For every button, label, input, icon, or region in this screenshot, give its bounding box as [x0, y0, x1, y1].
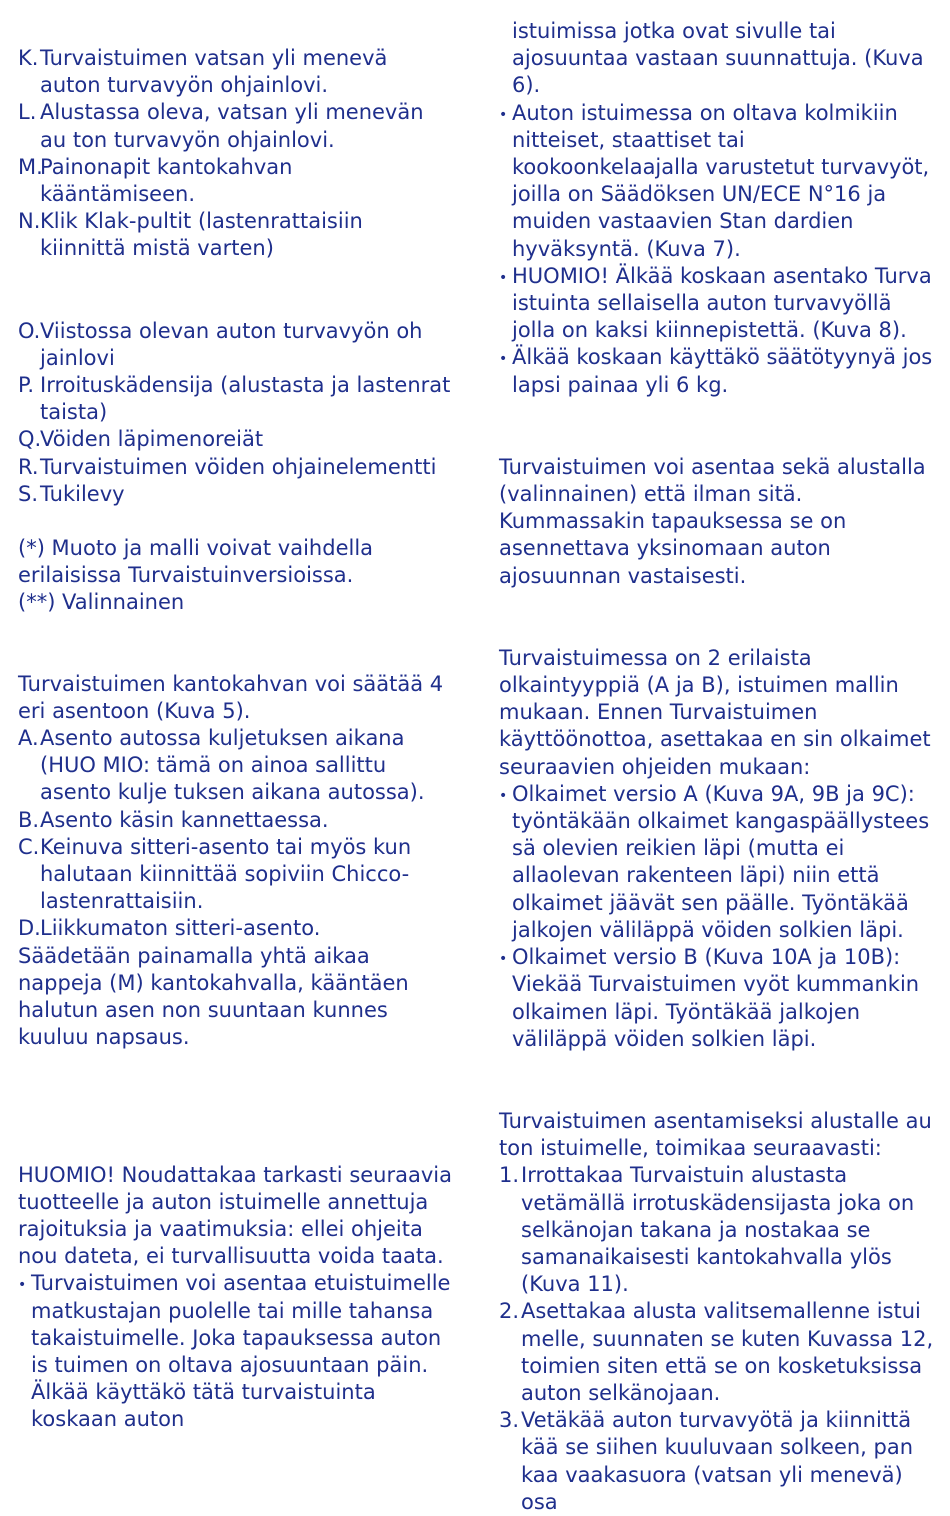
- base-text: Turvaistuimen voi asentaa sekä alustalla (valinnainen) että ilman sitä. Kummassakin tapauksessa se on asennettava yksinomaan auton ajosuunnan vastaisesti.: [499, 454, 926, 588]
- adjust-text: Säädetään painamalla yhtä aikaa nappeja (M) kantokahvalla, kääntäen halutun asen non suuntaan kunnes kuuluu napsaus.: [18, 943, 409, 1050]
- position-label: C.: [18, 834, 40, 859]
- footnote: (**) Valinnainen: [18, 590, 185, 615]
- position-item-d: [18, 915, 454, 942]
- position-text: Keinuva sitteri-asento tai myös kun halutaan kiinnittää sopiviin Chicco-lastenrattaisiin.: [40, 834, 412, 914]
- requirement-bullet: [499, 263, 935, 345]
- position-text: Asento käsin kannettaessa.: [40, 807, 329, 832]
- requirement-bullet: [499, 100, 935, 263]
- harness-bullet: [499, 944, 935, 1053]
- spacer: [499, 590, 935, 645]
- install-intro: Turvaistuimen asentamiseksi alustalle au ton istuimelle, toimikaa seuraavasti:: [499, 1108, 932, 1161]
- part-text: Tukilevy: [40, 481, 125, 506]
- position-label: B.: [18, 807, 40, 832]
- harness-text: Olkaimet versio A (Kuva 9A, 9B ja 9C): työntäkään olkaimet kangaspäällystees sä olevien reikien läpi (mutta ei allaolevan rakenteen läpi) niin että olkaimet jäävät sen päälle. Työntäkää jalkojen väliläppä vöiden solkien läpi.: [512, 781, 930, 942]
- footnote: (*) Muoto ja malli voivat vaihdella erilaisissa Turvaistuinversioissa.: [18, 536, 374, 588]
- part-label: P.: [18, 373, 35, 398]
- step-label: 1.: [499, 1163, 520, 1188]
- step-label: 2.: [499, 1299, 520, 1324]
- warning-bullet: [18, 1270, 454, 1433]
- left-column: [18, 45, 454, 1434]
- bullet-icon: [499, 344, 512, 398]
- part-label: R.: [18, 454, 39, 479]
- bullet-icon: [499, 100, 512, 263]
- part-text: Viistossa olevan auton turvavyön oh jainlovi: [40, 318, 423, 370]
- step-item-1: [499, 1162, 935, 1298]
- spacer: [18, 617, 454, 671]
- step-text: Vetäkää auton turvavyötä ja kiinnittä kää se siihen kuuluvaan solkeen, pan kaa vaakasuora (vatsan yli menevä) osa: [521, 1408, 914, 1514]
- position-label: D.: [18, 916, 41, 941]
- position-item-a: [18, 725, 454, 807]
- part-item-p: [18, 372, 454, 426]
- part-label: M.: [18, 154, 43, 179]
- position-item-b: [18, 807, 454, 834]
- part-item-m: [18, 154, 454, 208]
- part-label: N.: [18, 209, 41, 234]
- right-column: [499, 18, 935, 1516]
- position-text: Liikkumaton sitteri-asento.: [40, 916, 321, 941]
- harness-intro: Turvaistuimessa on 2 erilaista olkaintyyppiä (A ja B), istuimen mallin mukaan. Ennen Turvaistuimen käyttöönottoa, asettakaa en sin olkaimet seuraavien ohjeiden mukaan:: [499, 645, 931, 779]
- part-label: O.: [18, 318, 41, 343]
- part-item-o: [18, 318, 454, 372]
- part-item-k: [18, 45, 454, 99]
- part-item-q: [18, 426, 454, 453]
- part-text: Irroituskädensija (alustasta ja lastenrat taista): [40, 373, 451, 425]
- spacer: [18, 508, 454, 535]
- part-item-r: [18, 454, 454, 481]
- requirement-text: HUOMIO! Älkää koskaan asentako Turva istuinta sellaisella auton turvavyöllä jolla on kaksi kiinnepistettä. (Kuva 8).: [512, 263, 932, 343]
- part-text: Turvaistuimen vöiden ohjainelementti: [40, 454, 437, 479]
- part-label: S.: [18, 481, 39, 506]
- position-text: Asento autossa kuljetuksen aikana (HUO MIO: tämä on ainoa sallittu asento kulje tuksen aikana autossa).: [40, 726, 425, 805]
- part-item-l: [18, 99, 454, 153]
- part-text: Turvaistuimen vatsan yli menevä auton turvavyön ohjainlovi.: [40, 46, 388, 98]
- step-text: Asettakaa alusta valitsemallenne istui melle, suunnaten se kuten Kuvassa 12, toimien siten että se on kosketuksissa auton selkänojaan.: [521, 1299, 934, 1405]
- requirement-bullet: [499, 344, 935, 398]
- part-item-s: [18, 481, 454, 508]
- part-text: Painonapit kantokahvan kääntämiseen.: [40, 154, 293, 207]
- part-text: Klik Klak-pultit (lastenrattaisiin kiinnittä mistä varten): [40, 209, 363, 261]
- part-item-n: [18, 208, 454, 262]
- handle-intro: Turvaistuimen kantokahvan voi säätää 4 eri asentoon (Kuva 5).: [18, 671, 444, 723]
- spacer: [499, 399, 935, 454]
- part-label: K.: [18, 46, 39, 70]
- step-text: Irrottakaa Turvaistuin alustasta vetämällä irrotuskädensijasta joka on selkänojan takana ja nostakaa se samanaikaisesti kantokahvalla ylös (Kuva 11).: [521, 1163, 915, 1297]
- continuation-text: istuimissa jotka ovat sivulle tai ajosuuntaa vastaan suunnattuja. (Kuva 6).: [512, 19, 924, 98]
- warning-bullet-text: Turvaistuimen voi asentaa etuistuimelle matkustajan puolelle tai mille tahansa takaistuimelle. Joka tapauksessa auton is tuimen on oltava ajosuuntaan päin. Älkää käyttäkö tätä turvaistuinta koskaan auton: [31, 1271, 451, 1432]
- requirement-text: Auton istuimessa on oltava kolmikiin nitteiset, staattiset tai kookoonkelaajalla varustetut turvavyöt, joilla on Säädöksen UN/ECE N°16 ja muiden vastaavien Stan dardien hyväksyntä. (Kuva 7).: [512, 100, 930, 261]
- part-text: Vöiden läpimenoreiät: [40, 427, 264, 452]
- bullet-icon: [499, 944, 512, 1053]
- spacer: [18, 1052, 454, 1162]
- step-item-3: [499, 1407, 935, 1516]
- requirement-text: Älkää koskaan käyttäkö säätötyynyä jos lapsi painaa yli 6 kg.: [512, 345, 933, 397]
- part-label: Q.: [18, 427, 42, 452]
- spacer: [499, 1053, 935, 1108]
- part-label: L.: [18, 100, 37, 125]
- bullet-icon: [499, 263, 512, 345]
- position-item-c: [18, 834, 454, 916]
- part-text: Alustassa oleva, vatsan yli menevän au ton turvavyön ohjainlovi.: [40, 100, 424, 152]
- spacer: [18, 263, 454, 318]
- harness-bullet: [499, 781, 935, 944]
- harness-text: Olkaimet versio B (Kuva 10A ja 10B): Viekää Turvaistuimen vyöt kummankin olkaimen läpi. Työntäkää jalkojen väliläppä vöiden solkien läpi.: [512, 945, 920, 1051]
- step-item-2: [499, 1298, 935, 1407]
- step-label: 3.: [499, 1408, 520, 1433]
- bullet-icon: [499, 781, 512, 944]
- position-label: A.: [18, 726, 39, 751]
- bullet-icon: [18, 1270, 31, 1433]
- warning-intro: HUOMIO! Noudattakaa tarkasti seuraavia tuotteelle ja auton istuimelle annettuja rajoituksia ja vaatimuksia: ellei ohjeita nou dateta, ei turvallisuutta voida taata.: [18, 1162, 452, 1269]
